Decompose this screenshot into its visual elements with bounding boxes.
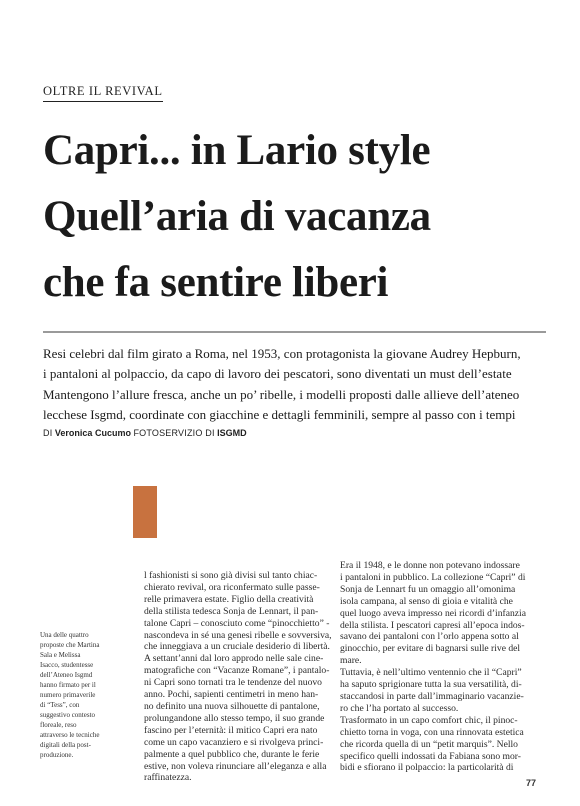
byline-photographer: ISGMD: [217, 428, 247, 438]
body-line: raffinatezza.: [144, 772, 192, 784]
body-line: fascino per l’eternità: il mitico Capri era nato: [144, 724, 318, 736]
body-line: chierato revival, ora riconfermato sulle passe-: [144, 581, 320, 593]
byline-di-label: DI: [43, 428, 53, 438]
caption-line: attraverso le tecniche: [40, 731, 100, 739]
headline-line: Quell’aria di vacanza: [43, 193, 431, 240]
caption-line: floreale, reso: [40, 721, 77, 729]
body-line: palmente a quel pubblico che, durante le ferie: [144, 748, 320, 760]
photo-caption: [40, 630, 132, 760]
body-line: bidi e sfiorano il polpaccio: la particolarità di: [340, 762, 514, 774]
standfirst-line: i pantaloni al polpaccio, da capo di lavoro dei pescatori, sono diventati un must dell’estate: [43, 366, 512, 382]
body-line: Era il 1948, e le donne non potevano indossare: [340, 560, 520, 571]
body-line: i pantaloni in pubblico. La collezione “Capri” di: [340, 571, 526, 583]
caption-line: dell’Ateneo Isgmd: [40, 671, 93, 679]
body-line: che inneggiava a un cruciale desiderio di libertà.: [144, 641, 330, 653]
body-line: quel luogo aveva impresso nei ricordi d’infanzia: [340, 607, 526, 619]
body-line: come un capo vacanziero e si rivolgeva princi-: [144, 736, 324, 748]
body-line: no definito una nuova silhouette di pantalone,: [144, 700, 320, 712]
body-line: mare.: [340, 655, 362, 667]
body-line: savano dei pantaloni con l’orlo appena sotto al: [340, 631, 519, 643]
headline-line: Capri... in Lario style: [43, 127, 431, 174]
body-line: matografiche con “Vacanze Romane”, i pantalo-: [144, 665, 330, 677]
caption-line: di “Tess”, con: [40, 701, 80, 709]
body-line: ha saputo sprigionare tutta la sua versatilità, di-: [340, 679, 522, 691]
body-column-2: [340, 560, 540, 774]
divider-rule: [43, 331, 546, 333]
body-line: anno. Pochi, sapienti centimetri in meno han-: [144, 689, 319, 701]
caption-line: digitali della post-: [40, 741, 91, 749]
byline-photo-label: FOTOSERVIZIO DI: [133, 428, 215, 438]
body-line: Trasformato in un capo comfort chic, il pinoc-: [340, 714, 518, 726]
caption-line: produzione.: [40, 751, 74, 759]
page-number: 77: [526, 778, 537, 788]
headline-line: che fa sentire liberi: [43, 259, 389, 306]
body-line: prolungandone allo stesso tempo, il suo grande: [144, 712, 325, 724]
body-line: ro che l’ha portato al successo.: [340, 702, 459, 714]
body-line: specifico quelli indossati da Fabiana sono mor-: [340, 750, 521, 762]
standfirst-line: Mantengono l’allure fresca, anche un po’ ribelle, i modelli proposti dalle allieve dell’ateneo: [43, 386, 520, 402]
byline-author: Veronica Cucumo: [54, 428, 131, 438]
caption-line: numero primaverile: [40, 691, 96, 699]
standfirst: [43, 344, 553, 426]
body-line: nascondeva in sé una genesi ribelle e sovversiva,: [144, 629, 332, 641]
caption-line: proposte che Martina: [40, 641, 100, 649]
body-line: Tuttavia, è nell’ultimo ventennio che il “Capri”: [340, 667, 522, 679]
body-line: della stilista. I pescatori capresi all’epoca indos-: [340, 619, 525, 631]
body-line: isola campana, al senso di gioia e vitalità che: [340, 595, 513, 607]
body-line: relle primavera estate. Figlio della creatività: [144, 593, 314, 605]
body-line: estive, non voleva rinunciare all’eleganza e alla: [144, 760, 327, 772]
drop-cap-block: [133, 486, 157, 538]
standfirst-line: Resi celebri dal film girato a Roma, nel 1953, con protagonista la giovane Audrey Hepburn,: [43, 346, 521, 361]
body-line: l fashionisti si sono già divisi sul tanto chiac-: [144, 570, 318, 581]
caption-line: Sala e Melissa: [40, 651, 81, 659]
caption-line: hanno firmato per il: [40, 681, 96, 689]
byline: [43, 428, 247, 438]
body-column-1: [144, 570, 334, 784]
body-line: Sonja de Lennart fu un omaggio all’omonima: [340, 583, 516, 595]
caption-line: Una delle quattro: [40, 631, 89, 639]
body-line: della stilista tedesca Sonja de Lennart, il pan-: [144, 605, 319, 617]
body-line: chietto torna in voga, con una rinnovata estetica: [340, 726, 524, 738]
body-line: staccandosi in parte dall’immaginario vacanzie-: [340, 690, 524, 702]
body-line: che ricorda quella di un “petit marquis”. Nello: [340, 738, 518, 750]
article-headline: [43, 118, 563, 316]
body-line: ginocchio, per evitare di bagnarsi sulle rive del: [340, 643, 521, 655]
body-line: ni Capri sono tornati tra le tendenze del nuovo: [144, 677, 322, 689]
body-line: A settant’anni dal loro approdo nelle sale cine-: [144, 653, 324, 665]
standfirst-line: lecchese Isgmd, coordinate con giacchine e dettagli femminili, sempre al passo con i tempi: [43, 407, 516, 423]
section-kicker: OLTRE IL REVIVAL: [43, 84, 163, 102]
body-line: talone Capri – conosciuto come “pinocchietto” -: [144, 617, 330, 629]
caption-line: Isacco, studentesse: [40, 661, 94, 669]
caption-line: suggestivo contesto: [40, 711, 96, 719]
